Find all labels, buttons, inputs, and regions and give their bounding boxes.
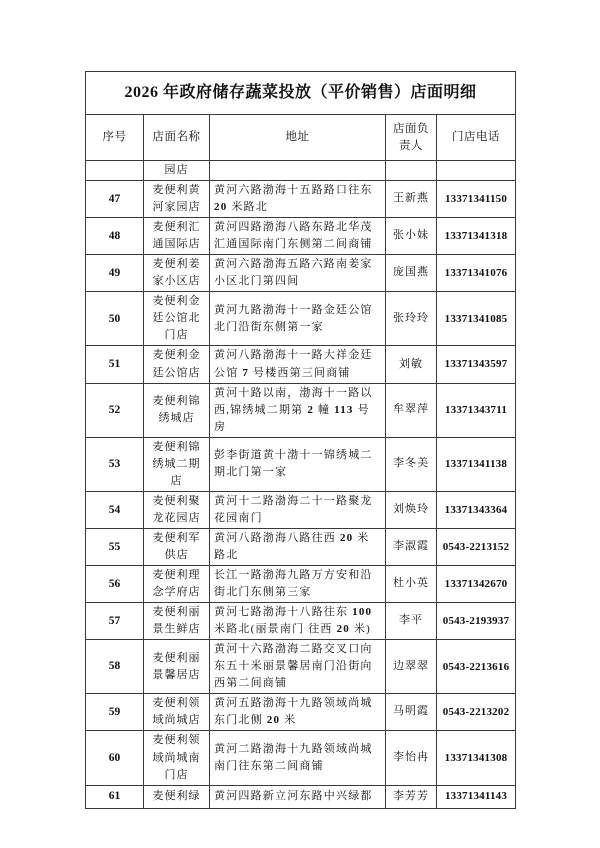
cell-manager [386,161,437,181]
cell-serial: 52 [86,383,144,437]
cell-manager: 杜小英 [386,566,437,603]
cell-address: 黄河二路渤海十九路领域尚城南门往东第二间商铺 [210,731,386,785]
cell-manager: 边翠翠 [386,640,437,694]
cell-manager: 李怡冉 [386,731,437,785]
cell-phone: 0543-2213616 [437,640,516,694]
cell-phone: 13371341308 [437,731,516,785]
cell-store-name: 麦便利汇通国际店 [144,218,210,255]
table-row [86,785,516,808]
cell-manager: 李淑霞 [386,528,437,565]
cell-store-name: 麦便利姜家小区店 [144,255,210,292]
table-row [86,346,516,383]
cell-manager: 马明霞 [386,694,437,731]
header-row [86,115,516,161]
cell-manager: 刘敏 [386,346,437,383]
cell-phone: 0543-2213202 [437,694,516,731]
cell-phone: 13371343364 [437,491,516,528]
cell-store-name: 麦便利聚龙花园店 [144,491,210,528]
cell-manager: 李平 [386,603,437,640]
table-row [86,292,516,346]
cell-store-name: 麦便利理念学府店 [144,566,210,603]
cell-store-name: 园店 [144,161,210,181]
cell-address: 黄河六路渤海十五路路口往东 20 米路北 [210,181,386,218]
cell-address: 长江一路渤海九路万方安和沿街北门东侧第三家 [210,566,386,603]
cell-store-name: 麦便利锦绣城店 [144,383,210,437]
cell-serial: 56 [86,566,144,603]
cell-store-name: 麦便利锦绣城二期店 [144,437,210,491]
column-header-phone: 门店电话 [437,115,516,161]
cell-manager: 张玲玲 [386,292,437,346]
cell-serial [86,161,144,181]
cell-store-name: 麦便利丽景生鲜店 [144,603,210,640]
table-row [86,566,516,603]
column-header-address: 地址 [210,115,386,161]
cell-address: 黄河十路以南，渤海十一路以西,锦绣城二期第 2 幢 113 号房 [210,383,386,437]
cell-phone: 13371343711 [437,383,516,437]
cell-address: 黄河五路渤海十九路领域尚城东门北侧 20 米 [210,694,386,731]
cell-serial: 60 [86,731,144,785]
cell-address: 黄河四路渤海八路东路北华茂汇通国际南门东侧第二间商铺 [210,218,386,255]
cell-serial: 49 [86,255,144,292]
cell-store-name: 麦便利领域尚城南门店 [144,731,210,785]
cell-serial: 47 [86,181,144,218]
table-row [86,437,516,491]
cell-store-name: 麦便利黄河家园店 [144,181,210,218]
cell-store-name: 麦便利军供店 [144,528,210,565]
cell-manager: 张小妹 [386,218,437,255]
cell-store-name: 麦便利金廷公馆北门店 [144,292,210,346]
store-table [85,71,516,809]
cell-serial: 58 [86,640,144,694]
cell-phone: 13371342670 [437,566,516,603]
cell-address: 黄河六路渤海五路六路南姜家小区北门第四间 [210,255,386,292]
column-header-store-name: 店面名称 [144,115,210,161]
title-row [86,72,516,115]
cell-phone [437,161,516,181]
cell-address: 彭李街道黄十渤十一锦绣城二期北门第一家 [210,437,386,491]
cell-serial: 53 [86,437,144,491]
cell-store-name: 麦便利丽景馨居店 [144,640,210,694]
cell-phone: 13371341138 [437,437,516,491]
cell-address: 黄河十二路渤海二十一路聚龙花园南门 [210,491,386,528]
cell-phone: 13371341318 [437,218,516,255]
column-header-serial: 序号 [86,115,144,161]
cell-serial: 59 [86,694,144,731]
cell-phone: 13371341150 [437,181,516,218]
cell-serial: 51 [86,346,144,383]
cell-phone: 13371341076 [437,255,516,292]
table-row [86,383,516,437]
table-row [86,255,516,292]
carryover-row [86,161,516,181]
table-row [86,694,516,731]
cell-address: 黄河九路渤海十一路金廷公馆北门沿街东侧第一家 [210,292,386,346]
cell-phone: 13371343597 [437,346,516,383]
cell-phone: 13371341143 [437,785,516,808]
cell-address: 黄河十六路渤海二路交叉口向东五十米丽景馨居南门沿街向西第二间商铺 [210,640,386,694]
cell-serial: 61 [86,785,144,808]
column-header-manager: 店面负责人 [386,115,437,161]
cell-manager: 刘焕玲 [386,491,437,528]
cell-address: 黄河八路渤海十一路大祥金廷公馆 7 号楼西第三间商铺 [210,346,386,383]
cell-address: 黄河四路新立河东路中兴绿都 [210,785,386,808]
cell-address [210,161,386,181]
cell-manager: 牟翠萍 [386,383,437,437]
cell-address: 黄河八路渤海八路往西 20 米路北 [210,528,386,565]
cell-serial: 48 [86,218,144,255]
table-row [86,603,516,640]
cell-serial: 50 [86,292,144,346]
cell-serial: 57 [86,603,144,640]
table-row [86,731,516,785]
cell-phone: 0543-2213152 [437,528,516,565]
cell-store-name: 麦便利金廷公馆店 [144,346,210,383]
table-row [86,528,516,565]
cell-manager: 王新燕 [386,181,437,218]
cell-store-name: 麦便利绿 [144,785,210,808]
cell-serial: 55 [86,528,144,565]
cell-manager: 李芳芳 [386,785,437,808]
cell-store-name: 麦便利领域尚城店 [144,694,210,731]
cell-phone: 0543-2193937 [437,603,516,640]
cell-manager: 李冬美 [386,437,437,491]
cell-serial: 54 [86,491,144,528]
cell-manager: 庞国燕 [386,255,437,292]
table-row [86,181,516,218]
table-row [86,491,516,528]
table-row [86,640,516,694]
table-row [86,218,516,255]
table-title: 2026 年政府储存蔬菜投放（平价销售）店面明细 [86,72,516,115]
cell-phone: 13371341085 [437,292,516,346]
cell-address: 黄河七路渤海十八路往东 100 米路北(丽景南门 往西 20 米) [210,603,386,640]
